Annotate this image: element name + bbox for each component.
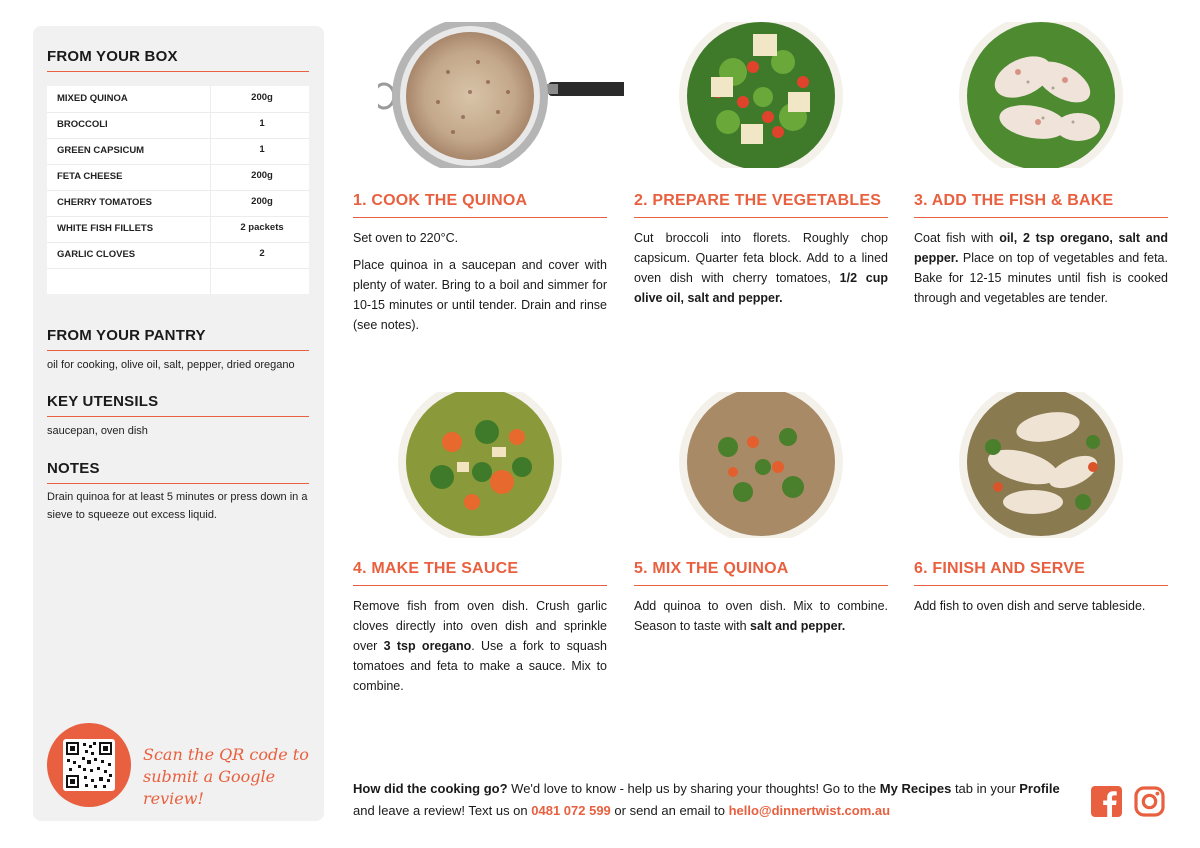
ingredient-qty: 2 packets — [240, 222, 284, 233]
table-row — [47, 242, 309, 269]
step-paragraph — [914, 228, 1168, 308]
step-text: Remove fish from oven dish. Crush garlic cloves directly into oven dish and sprinkle over — [353, 599, 607, 653]
instagram-icon[interactable] — [1134, 786, 1165, 817]
step-instructions — [914, 228, 1168, 315]
step-bold-text: 3 tsp oregano — [383, 639, 472, 653]
step-instructions — [634, 228, 888, 315]
email-link[interactable]: hello@dinnertwist.com.au — [728, 803, 891, 818]
ingredient-qty: 1 — [259, 118, 265, 129]
step-title: 2. PREPARE THE VEGETABLES — [634, 192, 882, 209]
ingredient-name: CHERRY TOMATOES — [57, 197, 153, 208]
step-1 — [353, 22, 607, 342]
table-row — [47, 112, 309, 139]
fish-bake-photo — [953, 22, 1129, 168]
divider — [47, 483, 309, 484]
step-text: Add quinoa to oven dish. Mix to combine. Season to taste with — [634, 599, 888, 633]
step-4 — [353, 392, 607, 712]
pantry-heading: FROM YOUR PANTRY — [47, 327, 206, 344]
table-row — [47, 216, 309, 243]
table-row-empty — [47, 268, 309, 294]
my-recipes-label: My Recipes — [879, 781, 952, 796]
step-title: 1. COOK THE QUINOA — [353, 192, 528, 209]
pantry-text: oil for cooking, olive oil, salt, pepper, dried oregano — [47, 359, 295, 371]
facebook-icon[interactable] — [1091, 786, 1122, 817]
ingredient-name: MIXED QUINOA — [57, 93, 128, 104]
qr-cta-line: Scan the QR code to — [143, 745, 309, 764]
step-title: 4. MAKE THE SAUCE — [353, 560, 519, 577]
quinoa-saucepan-photo — [392, 22, 568, 168]
qr-badge — [47, 723, 131, 807]
ingredient-qty: 200g — [251, 92, 273, 103]
step-3 — [914, 22, 1168, 342]
divider — [914, 585, 1168, 586]
step-instructions — [353, 596, 607, 703]
ingredient-qty: 2 — [259, 248, 265, 259]
step-5 — [634, 392, 888, 712]
step-bold-text: salt and pepper. — [750, 619, 846, 633]
step-instructions — [634, 596, 888, 643]
utensils-text: saucepan, oven dish — [47, 425, 148, 437]
table-row — [47, 86, 309, 113]
divider — [47, 350, 309, 351]
step-paragraph: Place quinoa in a saucepan and cover with plenty of water. Bring to a boil and simmer for 10-15 minutes or until tender. Drain and rinse (see notes). — [353, 258, 607, 332]
ingredient-name: FETA CHEESE — [57, 171, 123, 182]
step-paragraph: Add fish to oven dish and serve tableside. — [914, 599, 1146, 613]
footer-text: and leave a review! Text us on — [353, 803, 532, 818]
review-footer — [353, 778, 1073, 822]
utensils-heading: KEY UTENSILS — [47, 393, 159, 410]
divider — [47, 71, 309, 72]
ingredient-qty: 1 — [259, 144, 265, 155]
table-row — [47, 138, 309, 165]
divider — [634, 217, 888, 218]
footer-text: or send an email to — [610, 803, 729, 818]
step-title: 6. FINISH AND SERVE — [914, 560, 1085, 577]
qr-code[interactable] — [63, 739, 115, 791]
divider — [353, 585, 607, 586]
finished-dish-photo — [953, 392, 1129, 538]
step-title: 3. ADD THE FISH & BAKE — [914, 192, 1114, 209]
profile-label: Profile — [1019, 781, 1060, 796]
ingredient-name: WHITE FISH FILLETS — [57, 223, 154, 234]
step-text: Coat fish with — [914, 231, 1000, 245]
step-instructions — [353, 228, 607, 342]
step-text: Place on top of vegetables and feta. Bake for 12-15 minutes until fish is cooked through and vegetables are tender. — [914, 251, 1168, 305]
phone-link[interactable]: 0481 072 599 — [531, 803, 611, 818]
step-bold-text: oil, 2 tsp oregano, salt and pepper. — [914, 231, 1168, 265]
ingredient-qty: 200g — [251, 196, 273, 207]
qr-cta-text — [143, 744, 313, 810]
table-row — [47, 190, 309, 217]
step-title: 5. MIX THE QUINOA — [634, 560, 789, 577]
step-paragraph: Set oven to 220°C. — [353, 231, 459, 245]
quinoa-mix-photo — [673, 392, 849, 538]
step-paragraph — [353, 596, 607, 696]
notes-heading: NOTES — [47, 460, 100, 477]
divider — [634, 585, 888, 586]
ingredient-name: GARLIC CLOVES — [57, 249, 136, 260]
step-2 — [634, 22, 888, 342]
sidebar — [33, 26, 324, 821]
vegetables-dish-photo — [673, 22, 849, 168]
footer-text: We'd love to know - help us by sharing your thoughts! Go to the — [507, 781, 880, 796]
step-6 — [914, 392, 1168, 712]
divider — [47, 416, 309, 417]
ingredient-name: GREEN CAPSICUM — [57, 145, 145, 156]
step-paragraph — [634, 596, 888, 636]
step-bold-text: 1/2 cup olive oil, salt and pepper. — [634, 271, 889, 305]
ingredient-name: BROCCOLI — [57, 119, 108, 130]
sauce-dish-photo — [392, 392, 568, 538]
ingredient-qty: 200g — [251, 170, 273, 181]
box-heading: FROM YOUR BOX — [47, 48, 178, 65]
step-text: . Use a fork to squash tomatoes and feta to make a sauce. Mix to combine. — [353, 639, 607, 693]
table-row — [47, 164, 309, 191]
notes-text: Drain quinoa for at least 5 minutes or press down in a sieve to squeeze out excess liquid. — [47, 491, 308, 521]
footer-question: How did the cooking go? — [353, 781, 508, 796]
box-ingredients-table — [47, 86, 309, 294]
divider — [353, 217, 607, 218]
step-instructions — [914, 596, 1168, 623]
step-text: Cut broccoli into florets. Roughly chop capsicum. Quarter feta block. Add to a lined oven dish with cherry tomatoes, — [634, 231, 888, 285]
qr-cta-line: submit a Google review! — [143, 767, 276, 808]
footer-text: tab in your — [951, 781, 1020, 796]
step-paragraph — [634, 228, 888, 308]
divider — [914, 217, 1168, 218]
